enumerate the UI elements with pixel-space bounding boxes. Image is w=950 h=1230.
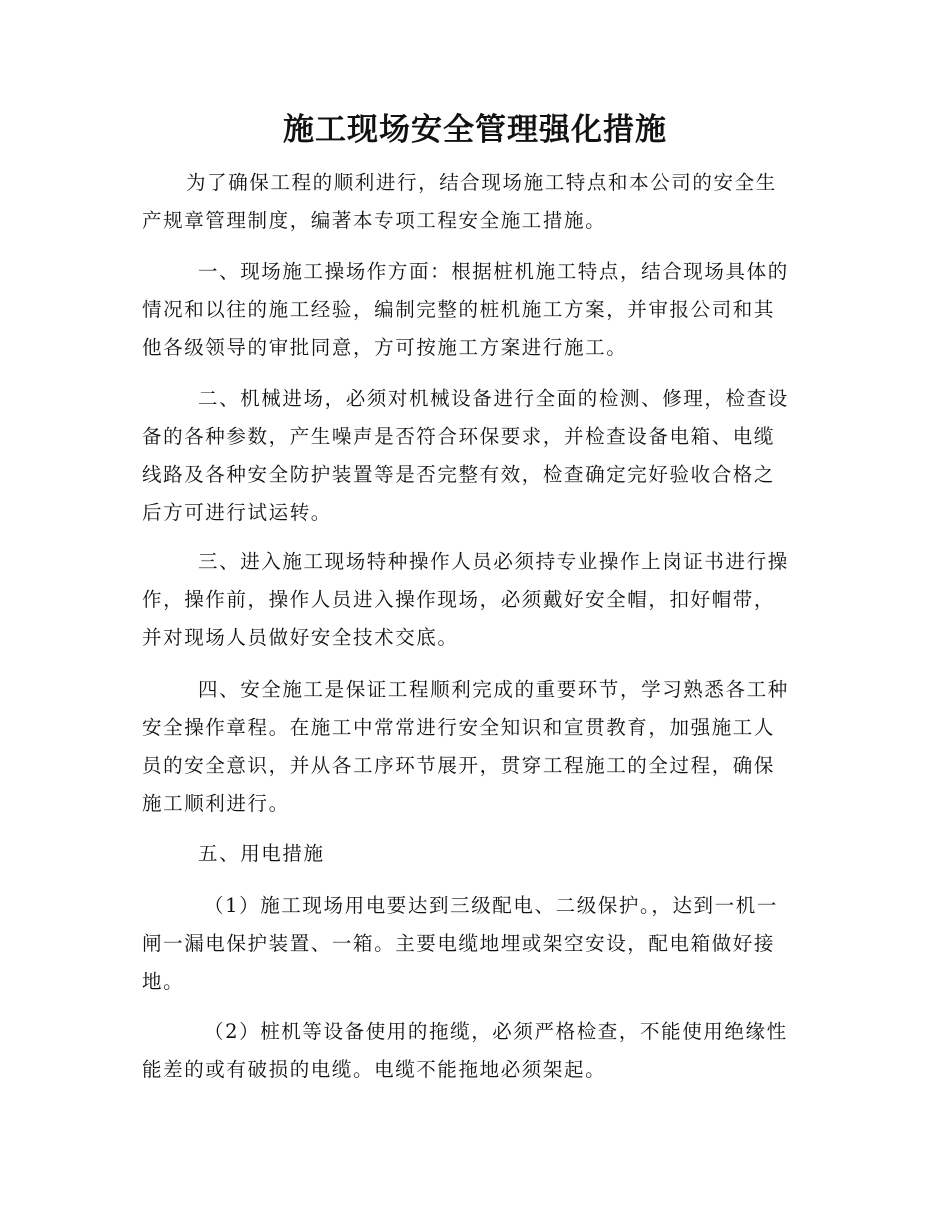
paragraph-line: 三、进入施工现场特种操作人员必须持专业操作上岗证书进行操 — [198, 550, 789, 573]
paragraph-line: 员的安全意识，并从各工序环节展开，贯穿工程施工的全过程，确保 — [142, 754, 776, 777]
paragraph-section-4 — [142, 671, 806, 823]
document-title: 施工现场安全管理强化措施 — [283, 112, 667, 148]
paragraph-intro — [142, 164, 806, 240]
paragraph-line: 二、机械进场，必须对机械设备进行全面的检测、修理，检查设 — [198, 387, 789, 410]
paragraph-line: 他各级领导的审批同意，方可按施工方案进行施工。 — [142, 336, 628, 359]
paragraph-line: 并对现场人员做好安全技术交底。 — [142, 626, 459, 649]
paragraph-line: 线路及各种安全防护装置等是否完整有效，检查确定完好验收合格之 — [142, 463, 776, 486]
paragraph-line: 闸一漏电保护装置、一箱。主要电缆地埋或架空安设，配电箱做好接 — [142, 932, 776, 955]
paragraph-line: （2）桩机等设备使用的拖缆，必须严格检查，不能使用绝缘性 — [204, 1020, 788, 1043]
paragraph-item-2 — [142, 1013, 806, 1089]
paragraph-line: 五、用电措施 — [198, 842, 325, 865]
paragraph-line: 产规章管理制度，编著本专项工程安全施工措施。 — [142, 209, 607, 232]
paragraph-section-5-heading — [142, 835, 806, 873]
paragraph-line: 一、现场施工操场作方面：根据桩机施工特点，结合现场具体的 — [198, 260, 789, 283]
paragraph-line: 后方可进行试运转。 — [142, 501, 332, 524]
paragraph-line: 备的各种参数，产生噪声是否符合环保要求，并检查设备电箱、电缆 — [142, 425, 776, 448]
paragraph-section-2 — [142, 380, 806, 532]
paragraph-line: 情况和以往的施工经验，编制完整的桩机施工方案，并审报公司和其 — [142, 298, 776, 321]
paragraph-section-1 — [142, 253, 806, 367]
paragraph-line: 作，操作前，操作人员进入操作现场，必须戴好安全帽，扣好帽带， — [142, 588, 776, 611]
paragraph-line: 四、安全施工是保证工程顺利完成的重要环节，学习熟悉各工种 — [198, 678, 789, 701]
paragraph-line: 为了确保工程的顺利进行，结合现场施工特点和本公司的安全生 — [186, 171, 777, 194]
paragraph-section-3 — [142, 543, 806, 657]
paragraph-line: 能差的或有破损的电缆。电缆不能拖地必须架起。 — [142, 1058, 607, 1081]
paragraph-item-1 — [142, 887, 806, 1001]
paragraph-line: 施工顺利进行。 — [142, 792, 290, 815]
paragraph-line: 地。 — [142, 970, 185, 993]
paragraph-line: （1）施工现场用电要达到三级配电、二级保护。，达到一机一 — [204, 894, 778, 917]
paragraph-line: 安全操作章程。在施工中常常进行安全知识和宣贯教育，加强施工人 — [142, 716, 776, 739]
